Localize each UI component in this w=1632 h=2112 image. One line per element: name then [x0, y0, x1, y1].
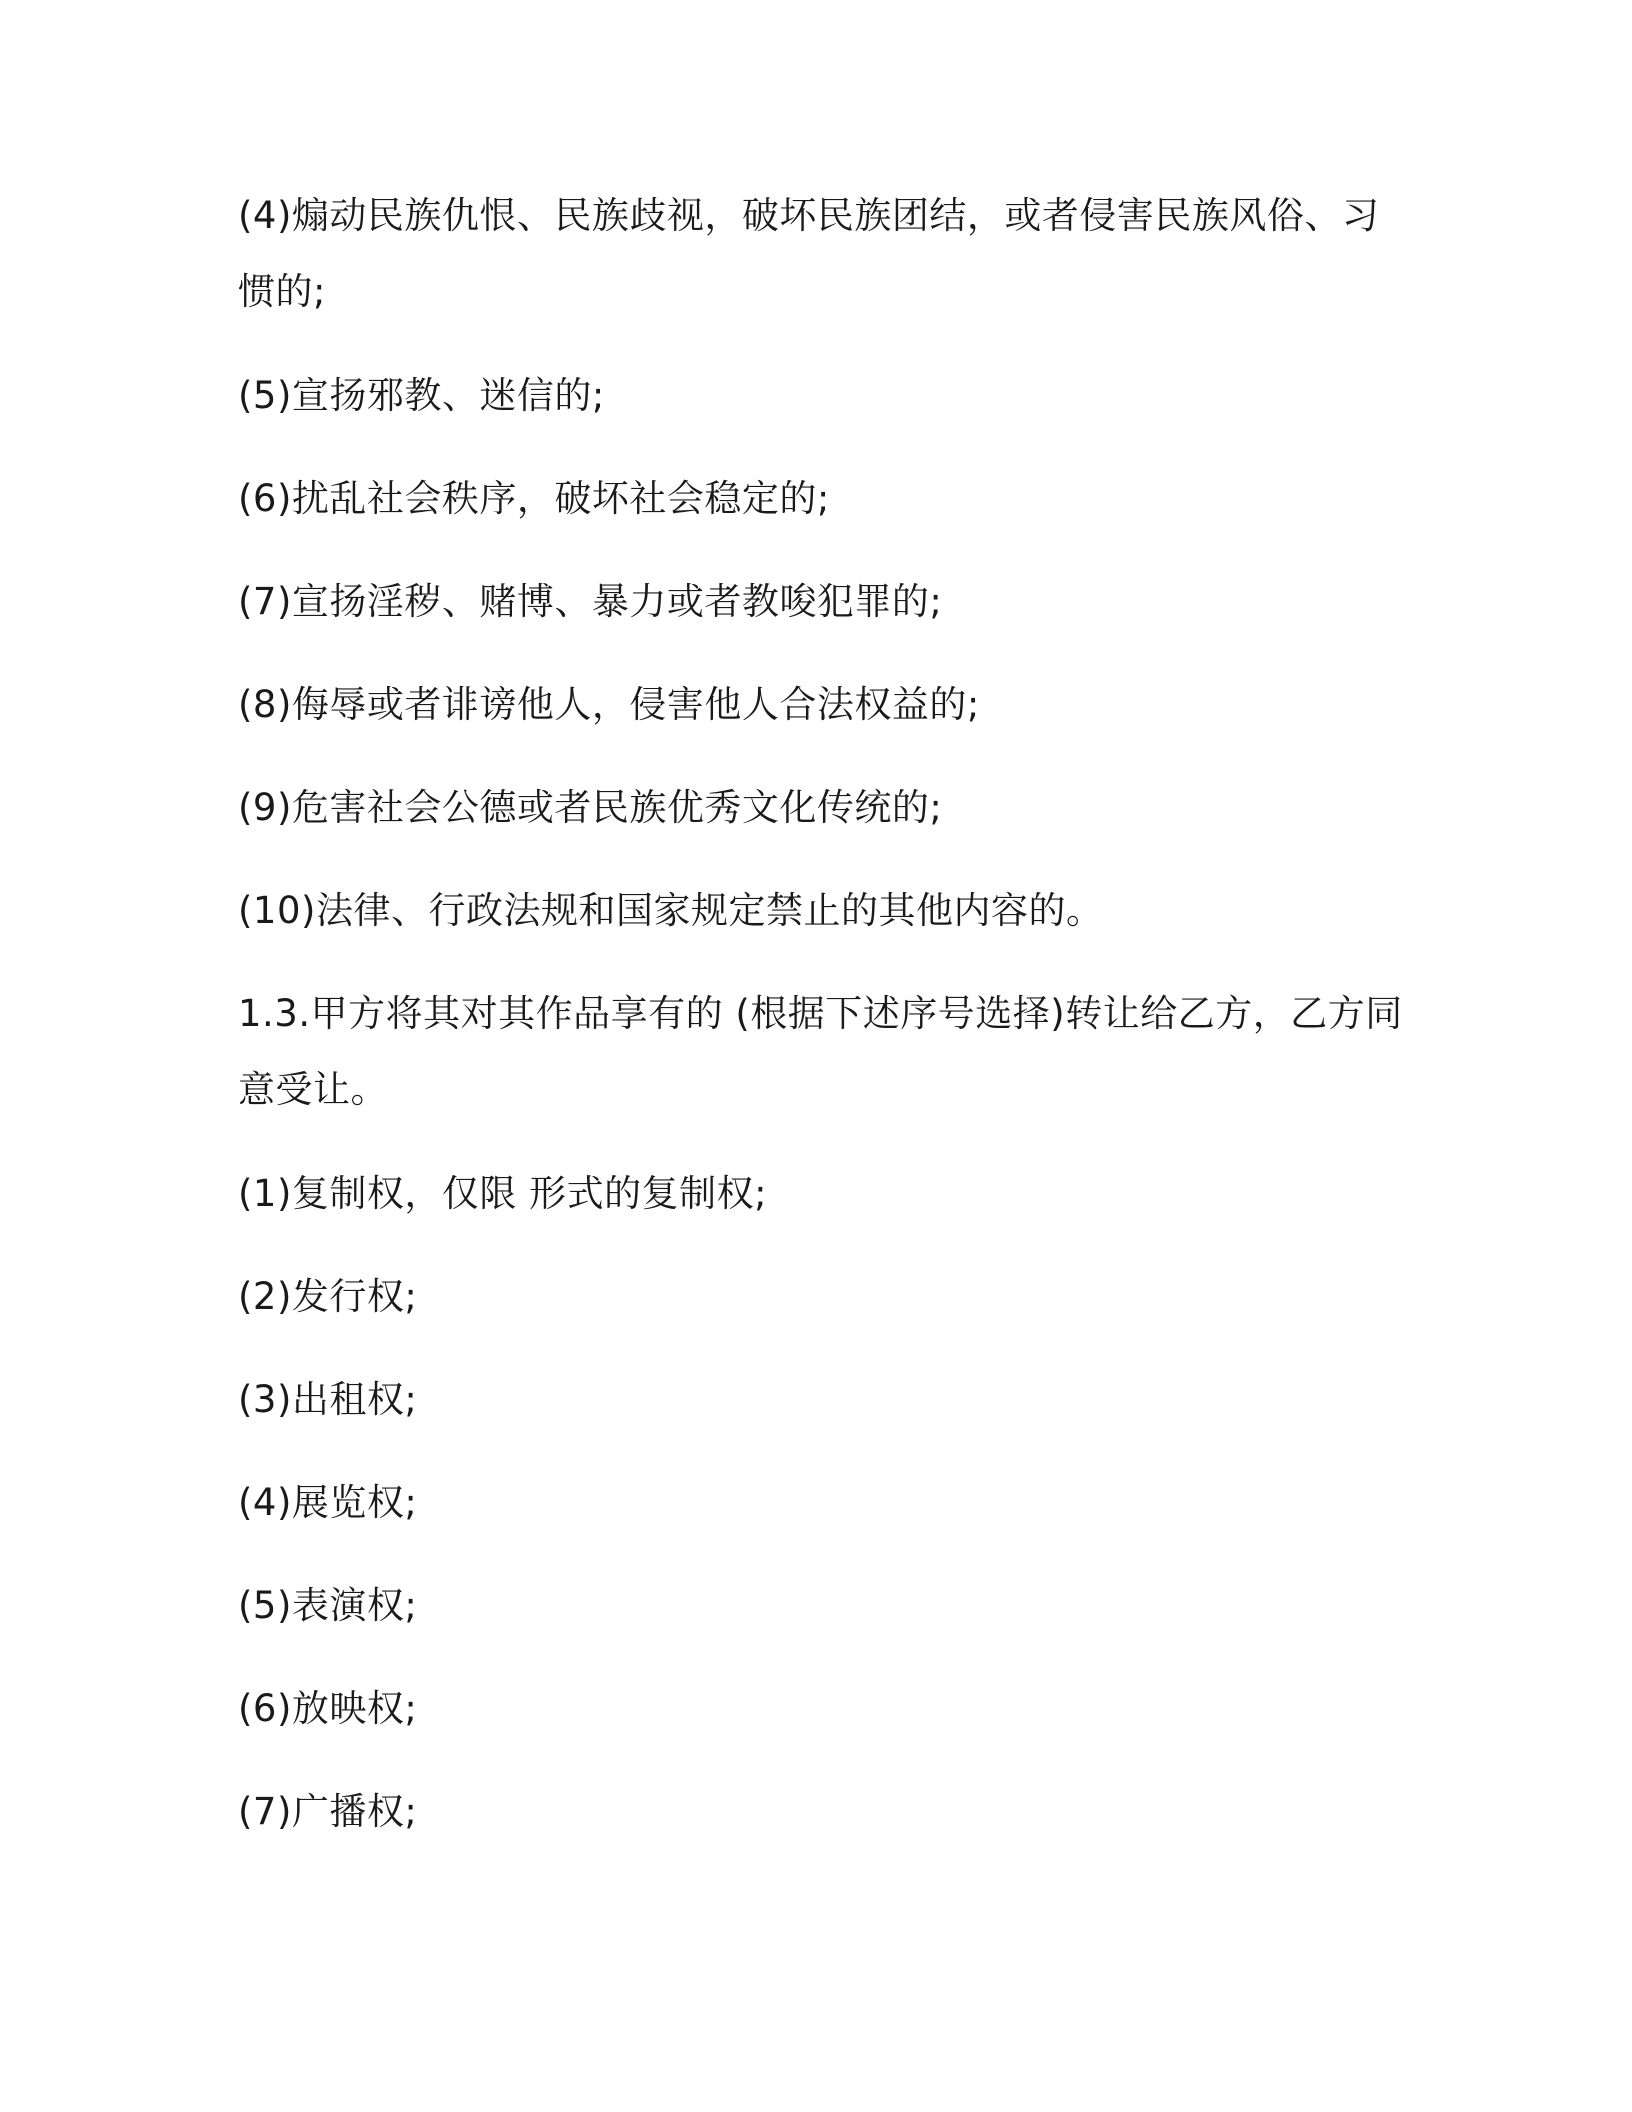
right-item-4: (4)展览权;	[238, 1481, 418, 1524]
clause-item-10: (10)法律、行政法规和国家规定禁止的其他内容的。	[238, 889, 1104, 932]
clause-item-9: (9)危害社会公德或者民族优秀文化传统的;	[238, 786, 943, 829]
right-item-3: (3)出租权;	[238, 1378, 418, 1421]
clause-item-5: (5)宣扬邪教、迷信的;	[238, 374, 605, 417]
clause-item-8: (8)侮辱或者诽谤他人，侵害他人合法权益的;	[238, 683, 980, 726]
right-item-2: (2)发行权;	[238, 1275, 418, 1318]
clause-item-7: (7)宣扬淫秽、赌博、暴力或者教唆犯罪的;	[238, 580, 943, 623]
section-1-3-line1: 1.3.甲方将其对其作品享有的 (根据下述序号选择)转让给乙方，乙方同	[238, 992, 1403, 1035]
clause-item-4-line1: (4)煽动民族仇恨、民族歧视，破坏民族团结，或者侵害民族风俗、习	[238, 194, 1380, 237]
section-1-3-line2: 意受让。	[238, 1068, 388, 1111]
right-item-1: (1)复制权，仅限 形式的复制权;	[238, 1172, 768, 1215]
right-item-7: (7)广播权;	[238, 1790, 418, 1833]
right-item-5: (5)表演权;	[238, 1584, 418, 1627]
right-item-6: (6)放映权;	[238, 1687, 418, 1730]
clause-item-6: (6)扰乱社会秩序，破坏社会稳定的;	[238, 477, 830, 520]
clause-item-4-line2: 惯的;	[238, 270, 326, 313]
